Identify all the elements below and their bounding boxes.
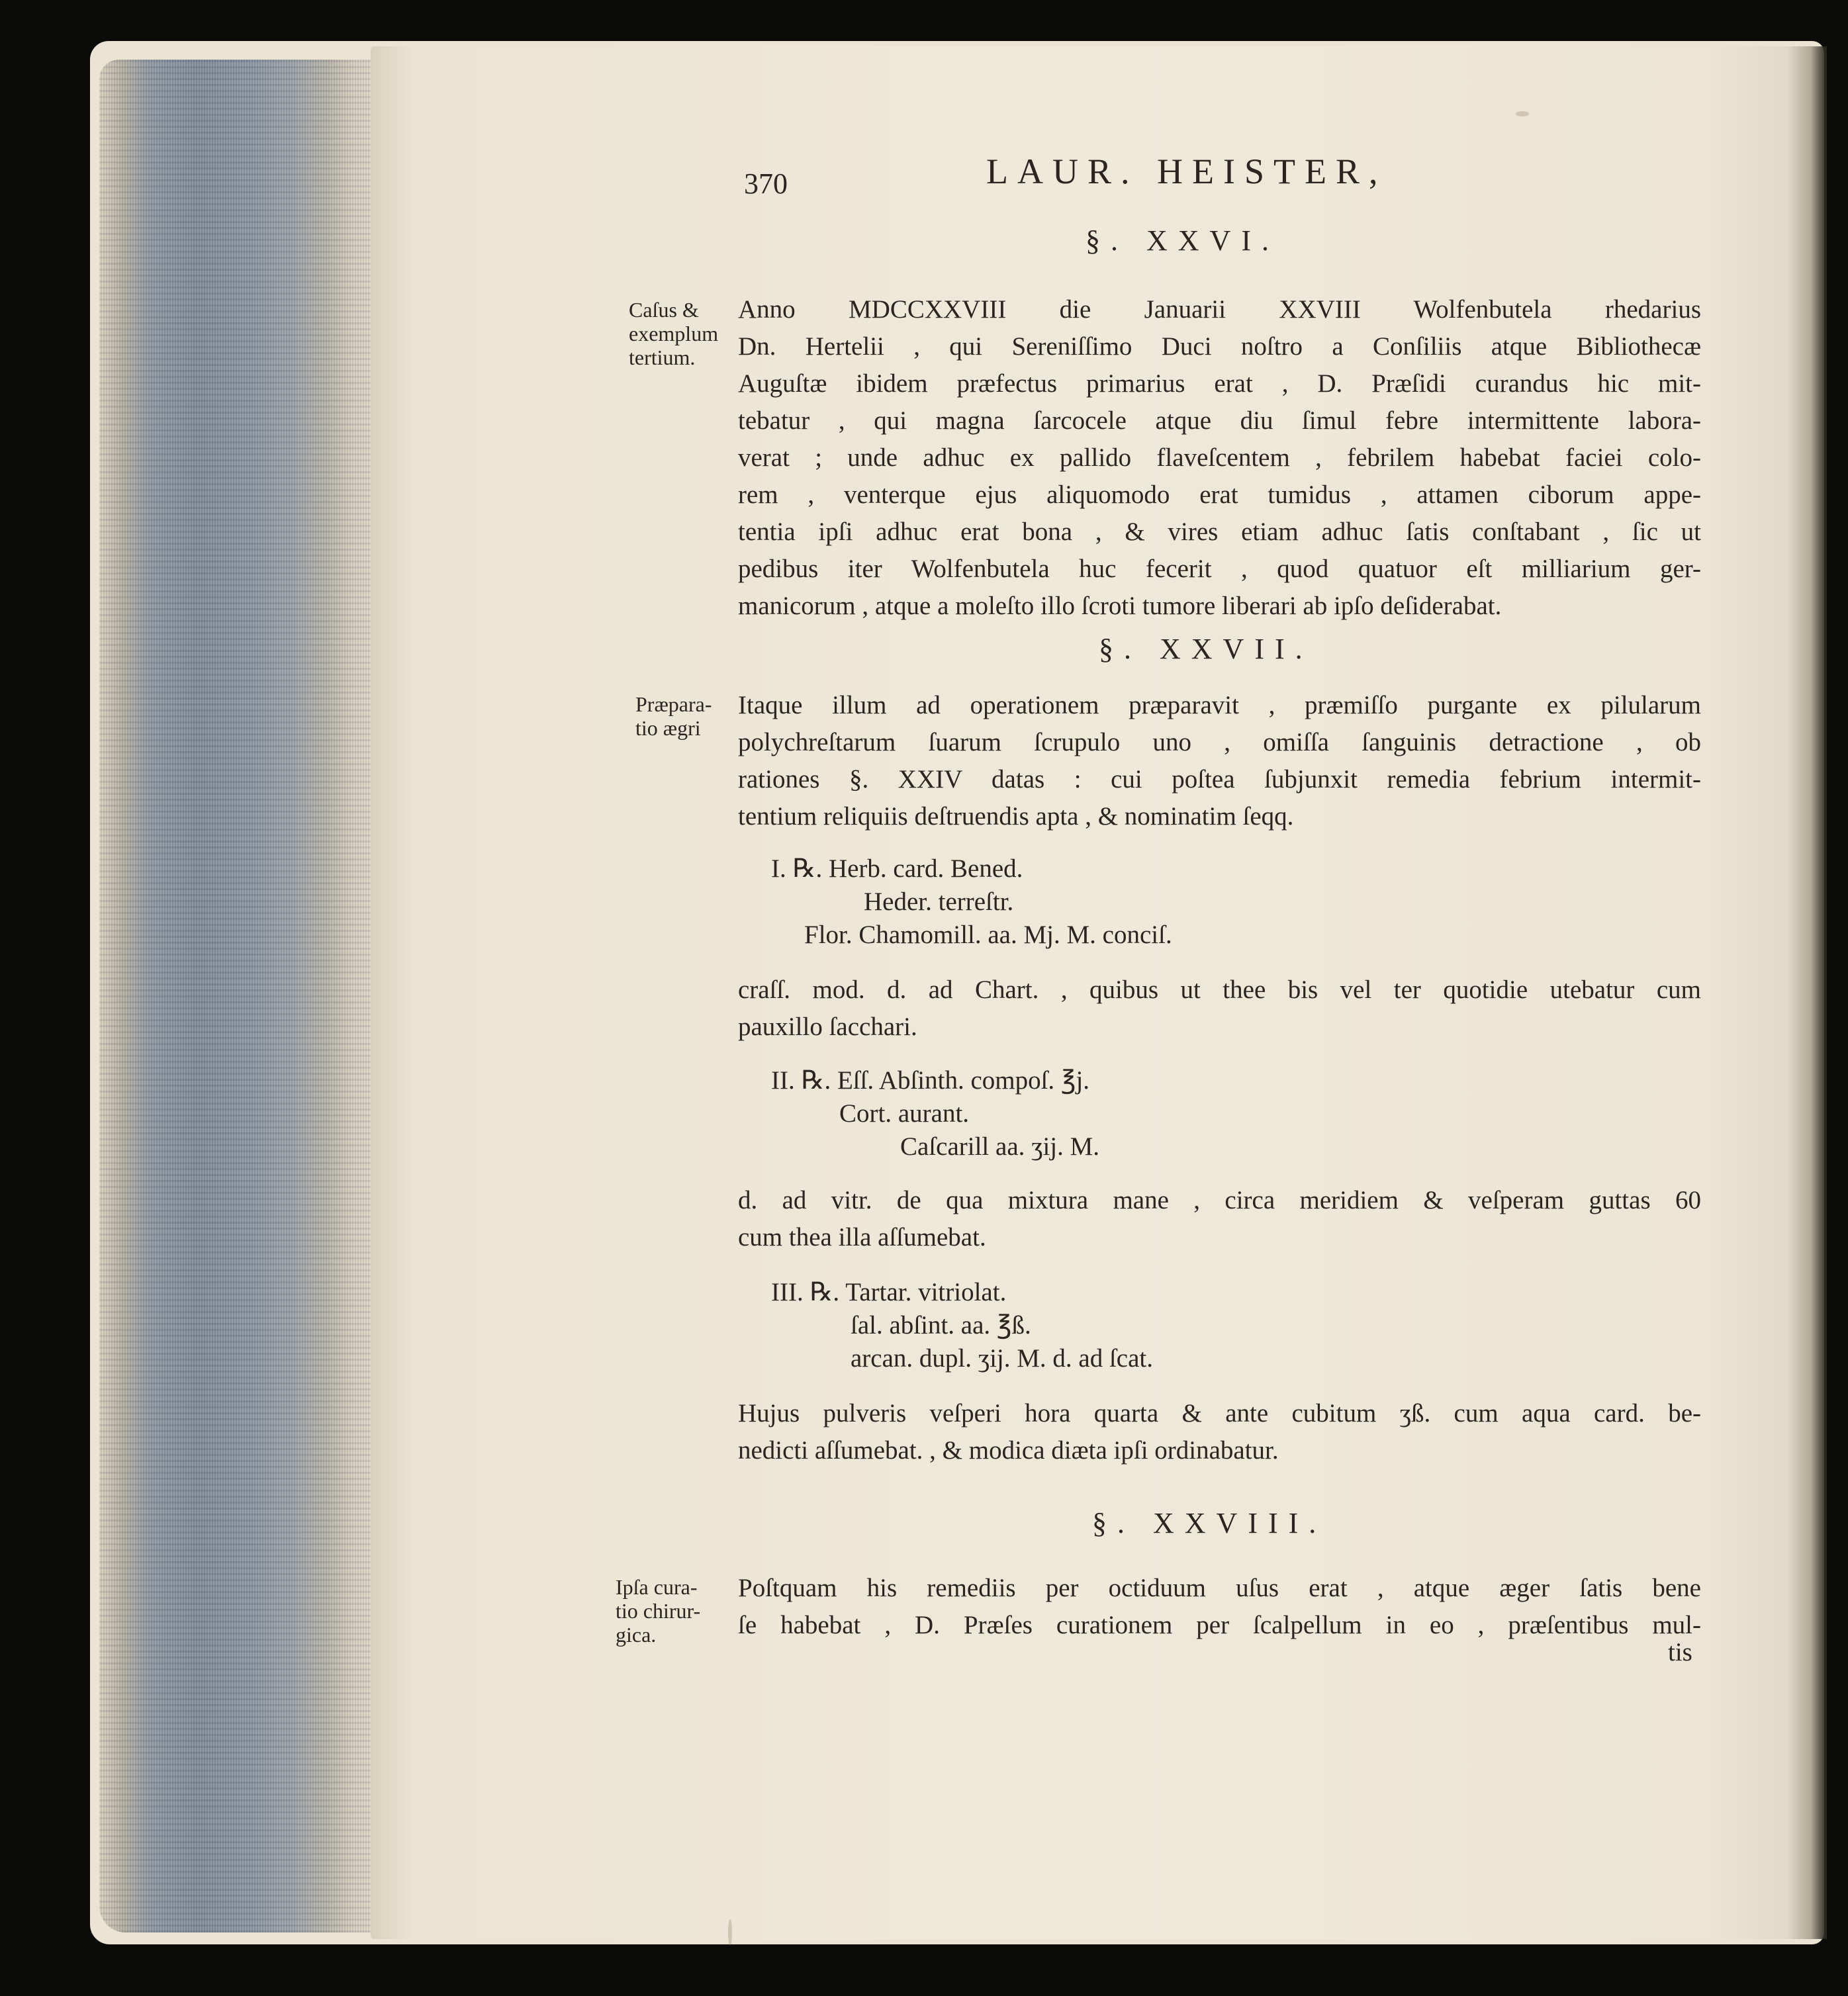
paragraph-after-recipe-2 (738, 1182, 1701, 1256)
paragraph-after-recipe-1 (738, 972, 1701, 1046)
margin-note-casus: Caſus & exemplum tertium. (629, 298, 719, 369)
recipe-2-line: Cort. aurant. (839, 1099, 970, 1128)
paper-blemish (728, 1919, 732, 1946)
text-line: ſe habebat , D. Præſes curationem per ſcalpellum in eo , præſentibus mul- (738, 1611, 1701, 1639)
text-line: tentium reliquiis deſtruendis apta , & nominatim ſeqq. (738, 802, 1294, 831)
text-line: Anno MDCCXXVIII die Januarii XXVIII Wolfenbutela rhedarius (738, 295, 1701, 324)
text-line: tebatur , qui magna ſarcocele atque diu ſimul febre intermittente labora- (738, 406, 1701, 435)
paragraph-after-recipe-3 (738, 1395, 1701, 1469)
section-heading-xxviii: §. XXVIII. (1092, 1507, 1327, 1539)
text-line: cum thea illa aſſumebat. (738, 1223, 986, 1251)
paper-blemish (1516, 111, 1529, 116)
text-line: pedibus iter Wolfenbutela huc fecerit , quod quatuor eſt milliarium ger- (738, 555, 1701, 583)
text-line: d. ad vitr. de qua mixtura mane , circa meridiem & veſperam guttas 60 (738, 1186, 1701, 1214)
text-line: rem , venterque ejus aliquomodo erat tumidus , attamen ciborum appe- (738, 480, 1701, 509)
recipe-1-line: I. ℞. Herb. card. Bened. (771, 854, 1023, 883)
catchword: tis (1668, 1638, 1692, 1666)
recipe-2-line: Caſcarill aa. ʒij. M. (900, 1132, 1100, 1161)
paragraph-xxvi (738, 291, 1701, 625)
text-line: pauxillo ſacchari. (738, 1013, 917, 1041)
margin-note-praeparatio: Præpara- tio ægri (635, 692, 712, 740)
section-heading-xxvii: §. XXVII. (1099, 633, 1313, 665)
running-title: LAUR. HEISTER, (986, 152, 1387, 191)
text-line: rationes §. XXIV datas : cui poſtea ſubjunxit remedia febrium intermit- (738, 765, 1701, 794)
text-line: Poſtquam his remediis per octiduum uſus erat , atque æger ſatis bene (738, 1574, 1701, 1602)
margin-note-curatio: Ipſa cura- tio chirur- gica. (616, 1575, 701, 1647)
recipe-3-line: ſal. abſint. aa. ℥ß. (851, 1311, 1031, 1339)
text-line: Dn. Hertelii , qui Sereniſſimo Duci noſtro a Conſiliis atque Bibliothecæ (738, 332, 1701, 361)
section-heading-xxvi: §. XXVI. (1086, 224, 1279, 257)
text-line: craſſ. mod. d. ad Chart. , quibus ut thee bis vel ter quotidie utebatur cum (738, 975, 1701, 1004)
recipe-2-line: II. ℞. Eſſ. Abſinth. compoſ. ℥j. (771, 1066, 1090, 1095)
recipe-1-line: Heder. terreſtr. (864, 887, 1014, 916)
text-line: Itaque illum ad operationem præparavit , præmiſſo purgante ex pilularum (738, 691, 1701, 719)
recipe-3-line: arcan. dupl. ʒij. M. d. ad ſcat. (851, 1344, 1154, 1373)
text-line: nedicti aſſumebat. , & modica diæta ipſi ordinabatur. (738, 1436, 1279, 1465)
page-block-edge (99, 60, 377, 1932)
text-line: manicorum , atque a moleſto illo ſcroti tumore liberari ab ipſo deſiderabat. (738, 592, 1502, 620)
text-line: tentia ipſi adhuc erat bona , & vires etiam adhuc ſatis conſtabant , ſic ut (738, 518, 1701, 546)
recipe-1-line: Flor. Chamomill. aa. Mj. M. conciſ. (804, 921, 1172, 949)
text-line: verat ; unde adhuc ex pallido flaveſcentem , febrilem habebat faciei colo- (738, 443, 1701, 472)
text-line: Hujus pulveris veſperi hora quarta & ante cubitum ʒß. cum aqua card. be- (738, 1399, 1701, 1428)
page-gutter-shadow (1787, 46, 1827, 1939)
paragraph-xxviii (738, 1570, 1701, 1644)
recipe-3-line: III. ℞. Tartar. vitriolat. (771, 1278, 1007, 1306)
paragraph-xxvii (738, 687, 1701, 835)
text-line: Auguſtæ ibidem præfectus primarius erat , D. Præſidi curandus hic mit- (738, 369, 1701, 398)
text-line: polychreſtarum ſuarum ſcrupulo uno , omiſſa ſanguinis detractione , ob (738, 728, 1701, 756)
page-number: 370 (744, 167, 788, 200)
